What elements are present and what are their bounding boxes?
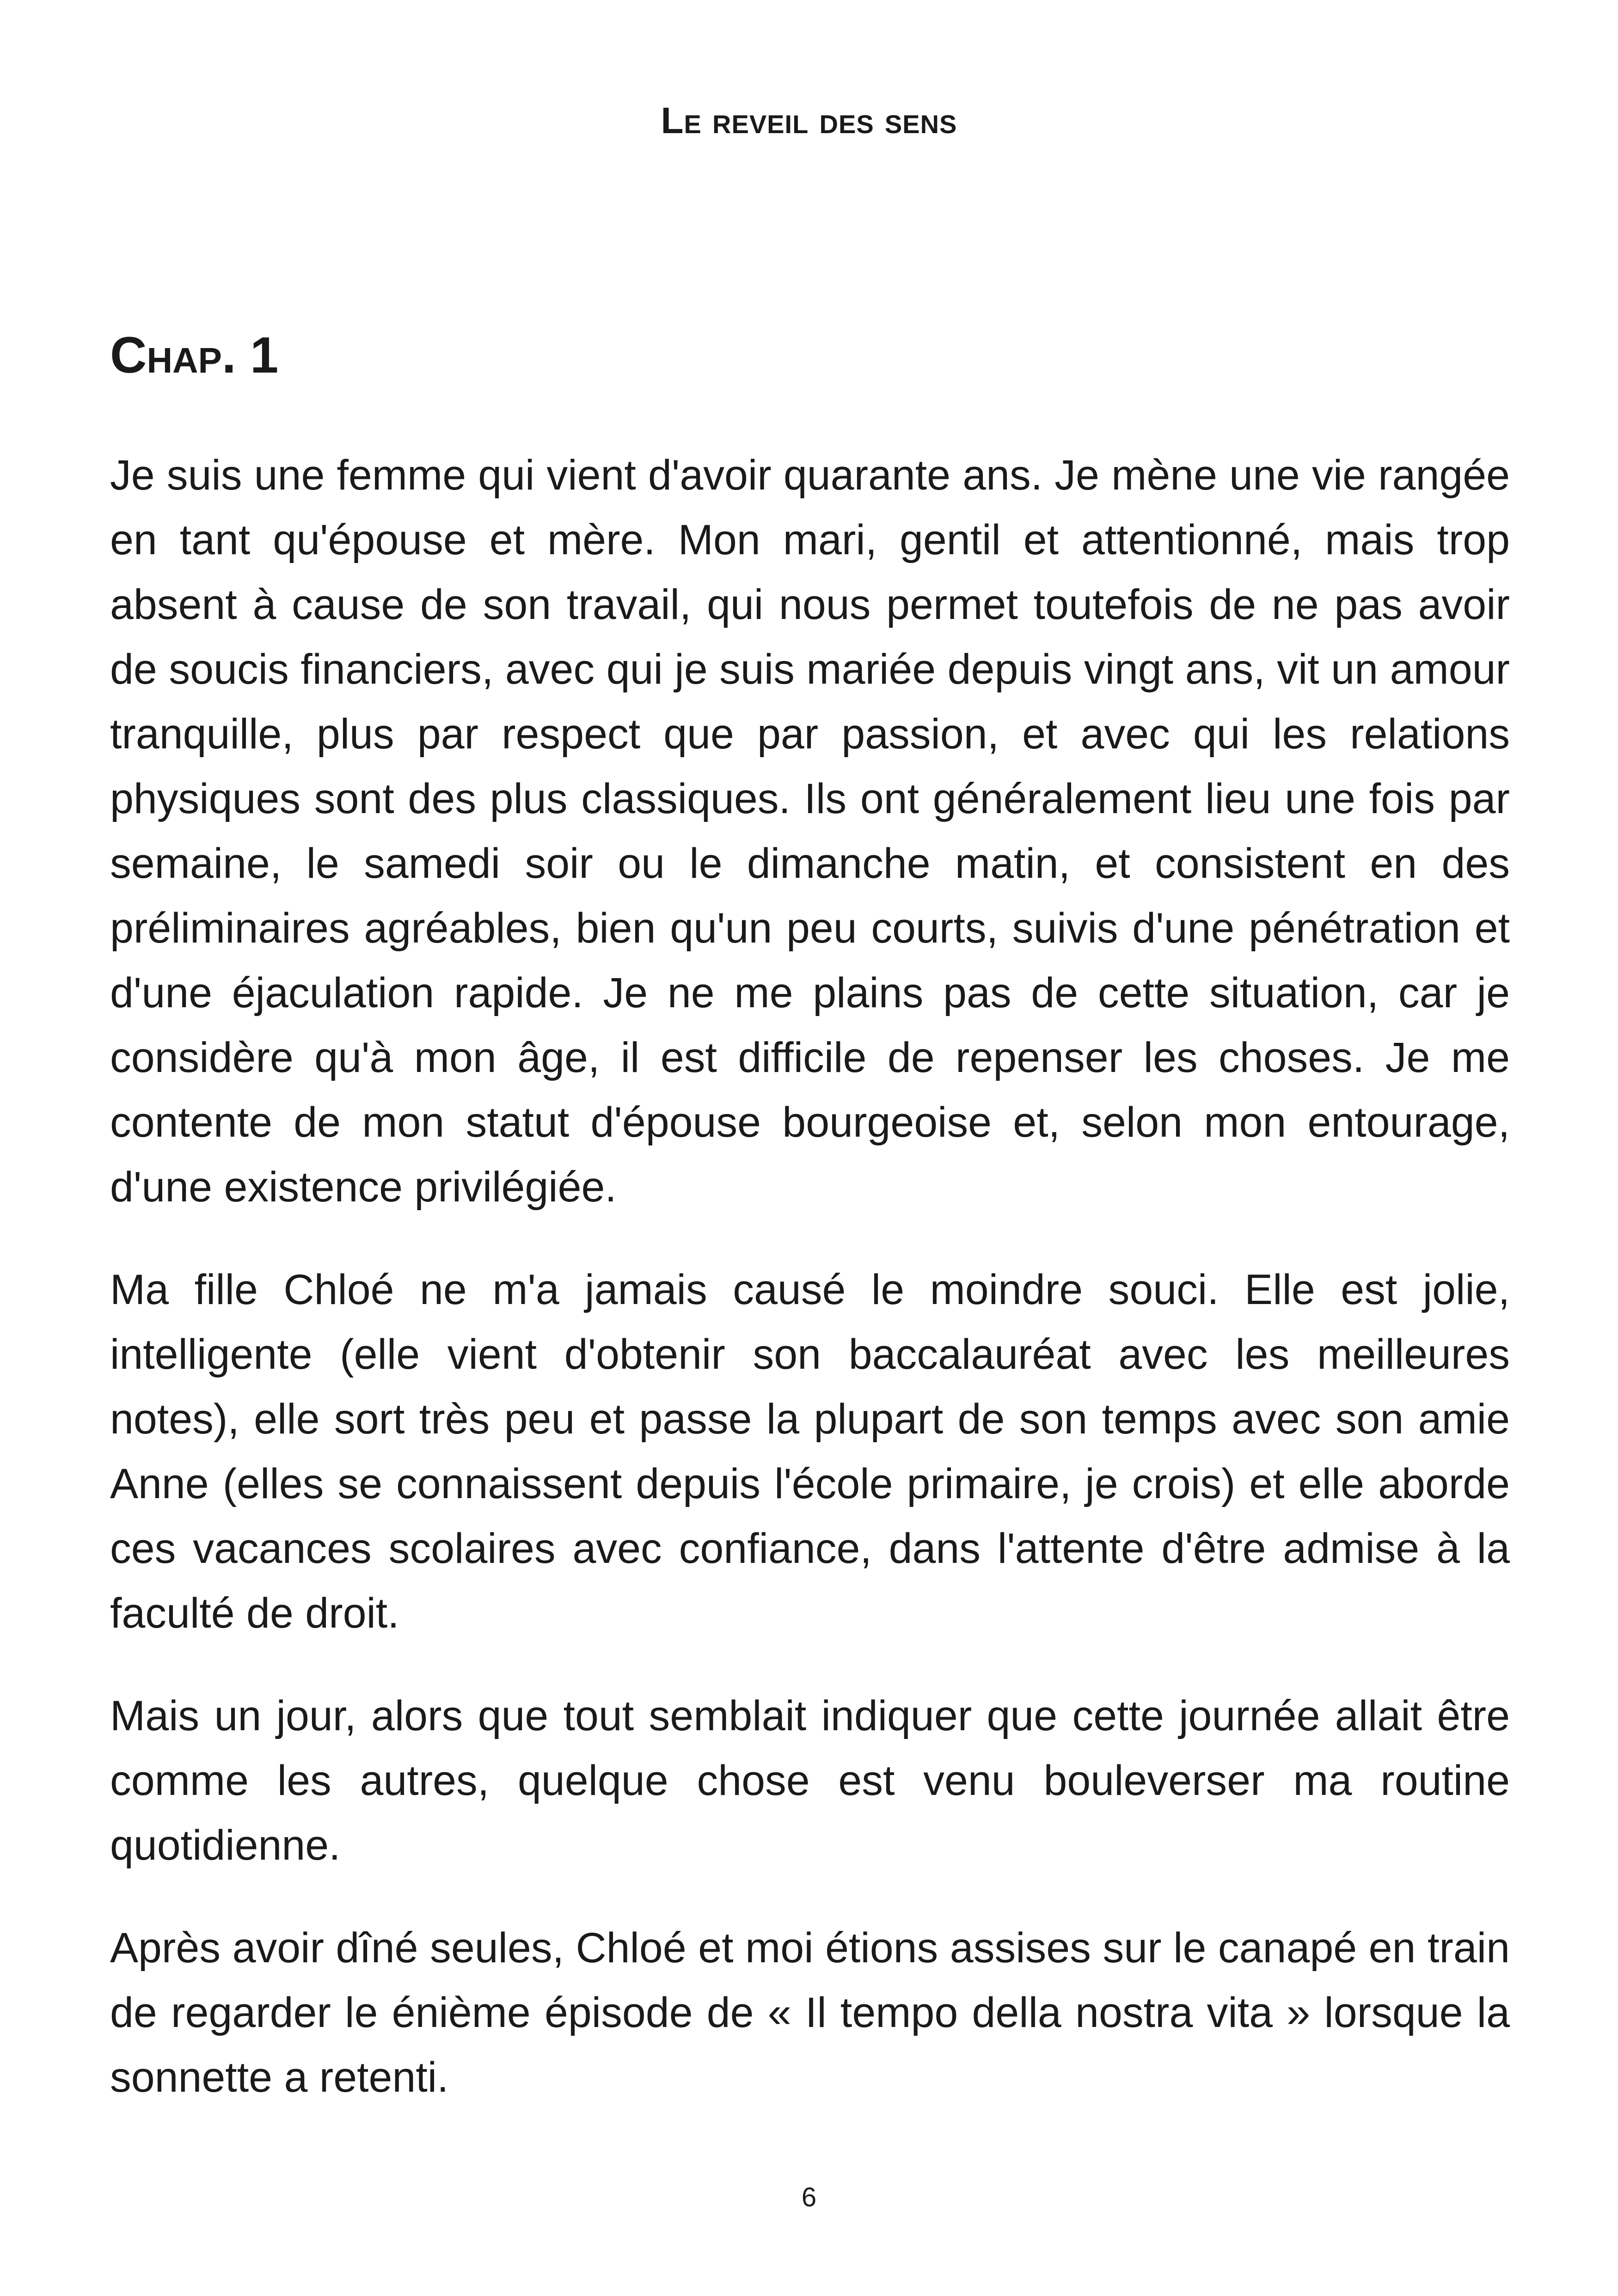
paragraph: Mais un jour, alors que tout semblait indiquer que cette journée allait être comme les autres, quelque chose est venu bouleverser ma routine quotidienne. xyxy=(110,1692,1510,1869)
paragraph: Je suis une femme qui vient d'avoir quarante ans. Je mène une vie rangée en tant qu'épouse et mère. Mon mari, gentil et attentionné, mais trop absent à cause de son travail, qui nous permet toutefois de ne pas avoir de soucis financiers, avec qui je suis mariée depuis vingt ans, vit un amour tranquille, plus par respect que par passion, et avec qui les relations physiques sont des plus classiques. Ils ont généralement lieu une fois par semaine, le samedi soir ou le dimanche matin, et consistent en des préliminaires agréables, bien qu'un peu courts, suivis d'une pénétration et d'une éjaculation rapide. Je ne me plains pas de cette situation, car je considère qu'à mon âge, il est difficile de repenser les choses. Je me contente de mon statut d'épouse bourgeoise et, selon mon entourage, d'une existence privilégiée. xyxy=(110,452,1510,1211)
page-number: 6 xyxy=(801,2182,817,2212)
book-title-text: Le reveil des sens xyxy=(661,100,957,141)
paragraph: Ma fille Chloé ne m'a jamais causé le moindre souci. Elle est jolie, intelligente (elle vient d'obtenir son baccalauréat avec les meilleures notes), elle sort très peu et passe la plupart de son temps avec son amie Anne (elles se connaissent depuis l'école primaire, je crois) et elle aborde ces vacances scolaires avec confiance, dans l'attente d'être admise à la faculté de droit. xyxy=(110,1266,1510,1637)
chapter-title xyxy=(110,326,278,385)
book-title xyxy=(0,99,1618,142)
paragraph: Après avoir dîné seules, Chloé et moi étions assises sur le canapé en train de regarder le énième épisode de « Il tempo della nostra vita » lorsque la sonnette a retenti. xyxy=(110,1924,1510,2101)
chapter-title-text: Chap. 1 xyxy=(110,327,279,384)
body-text xyxy=(110,443,1510,2148)
